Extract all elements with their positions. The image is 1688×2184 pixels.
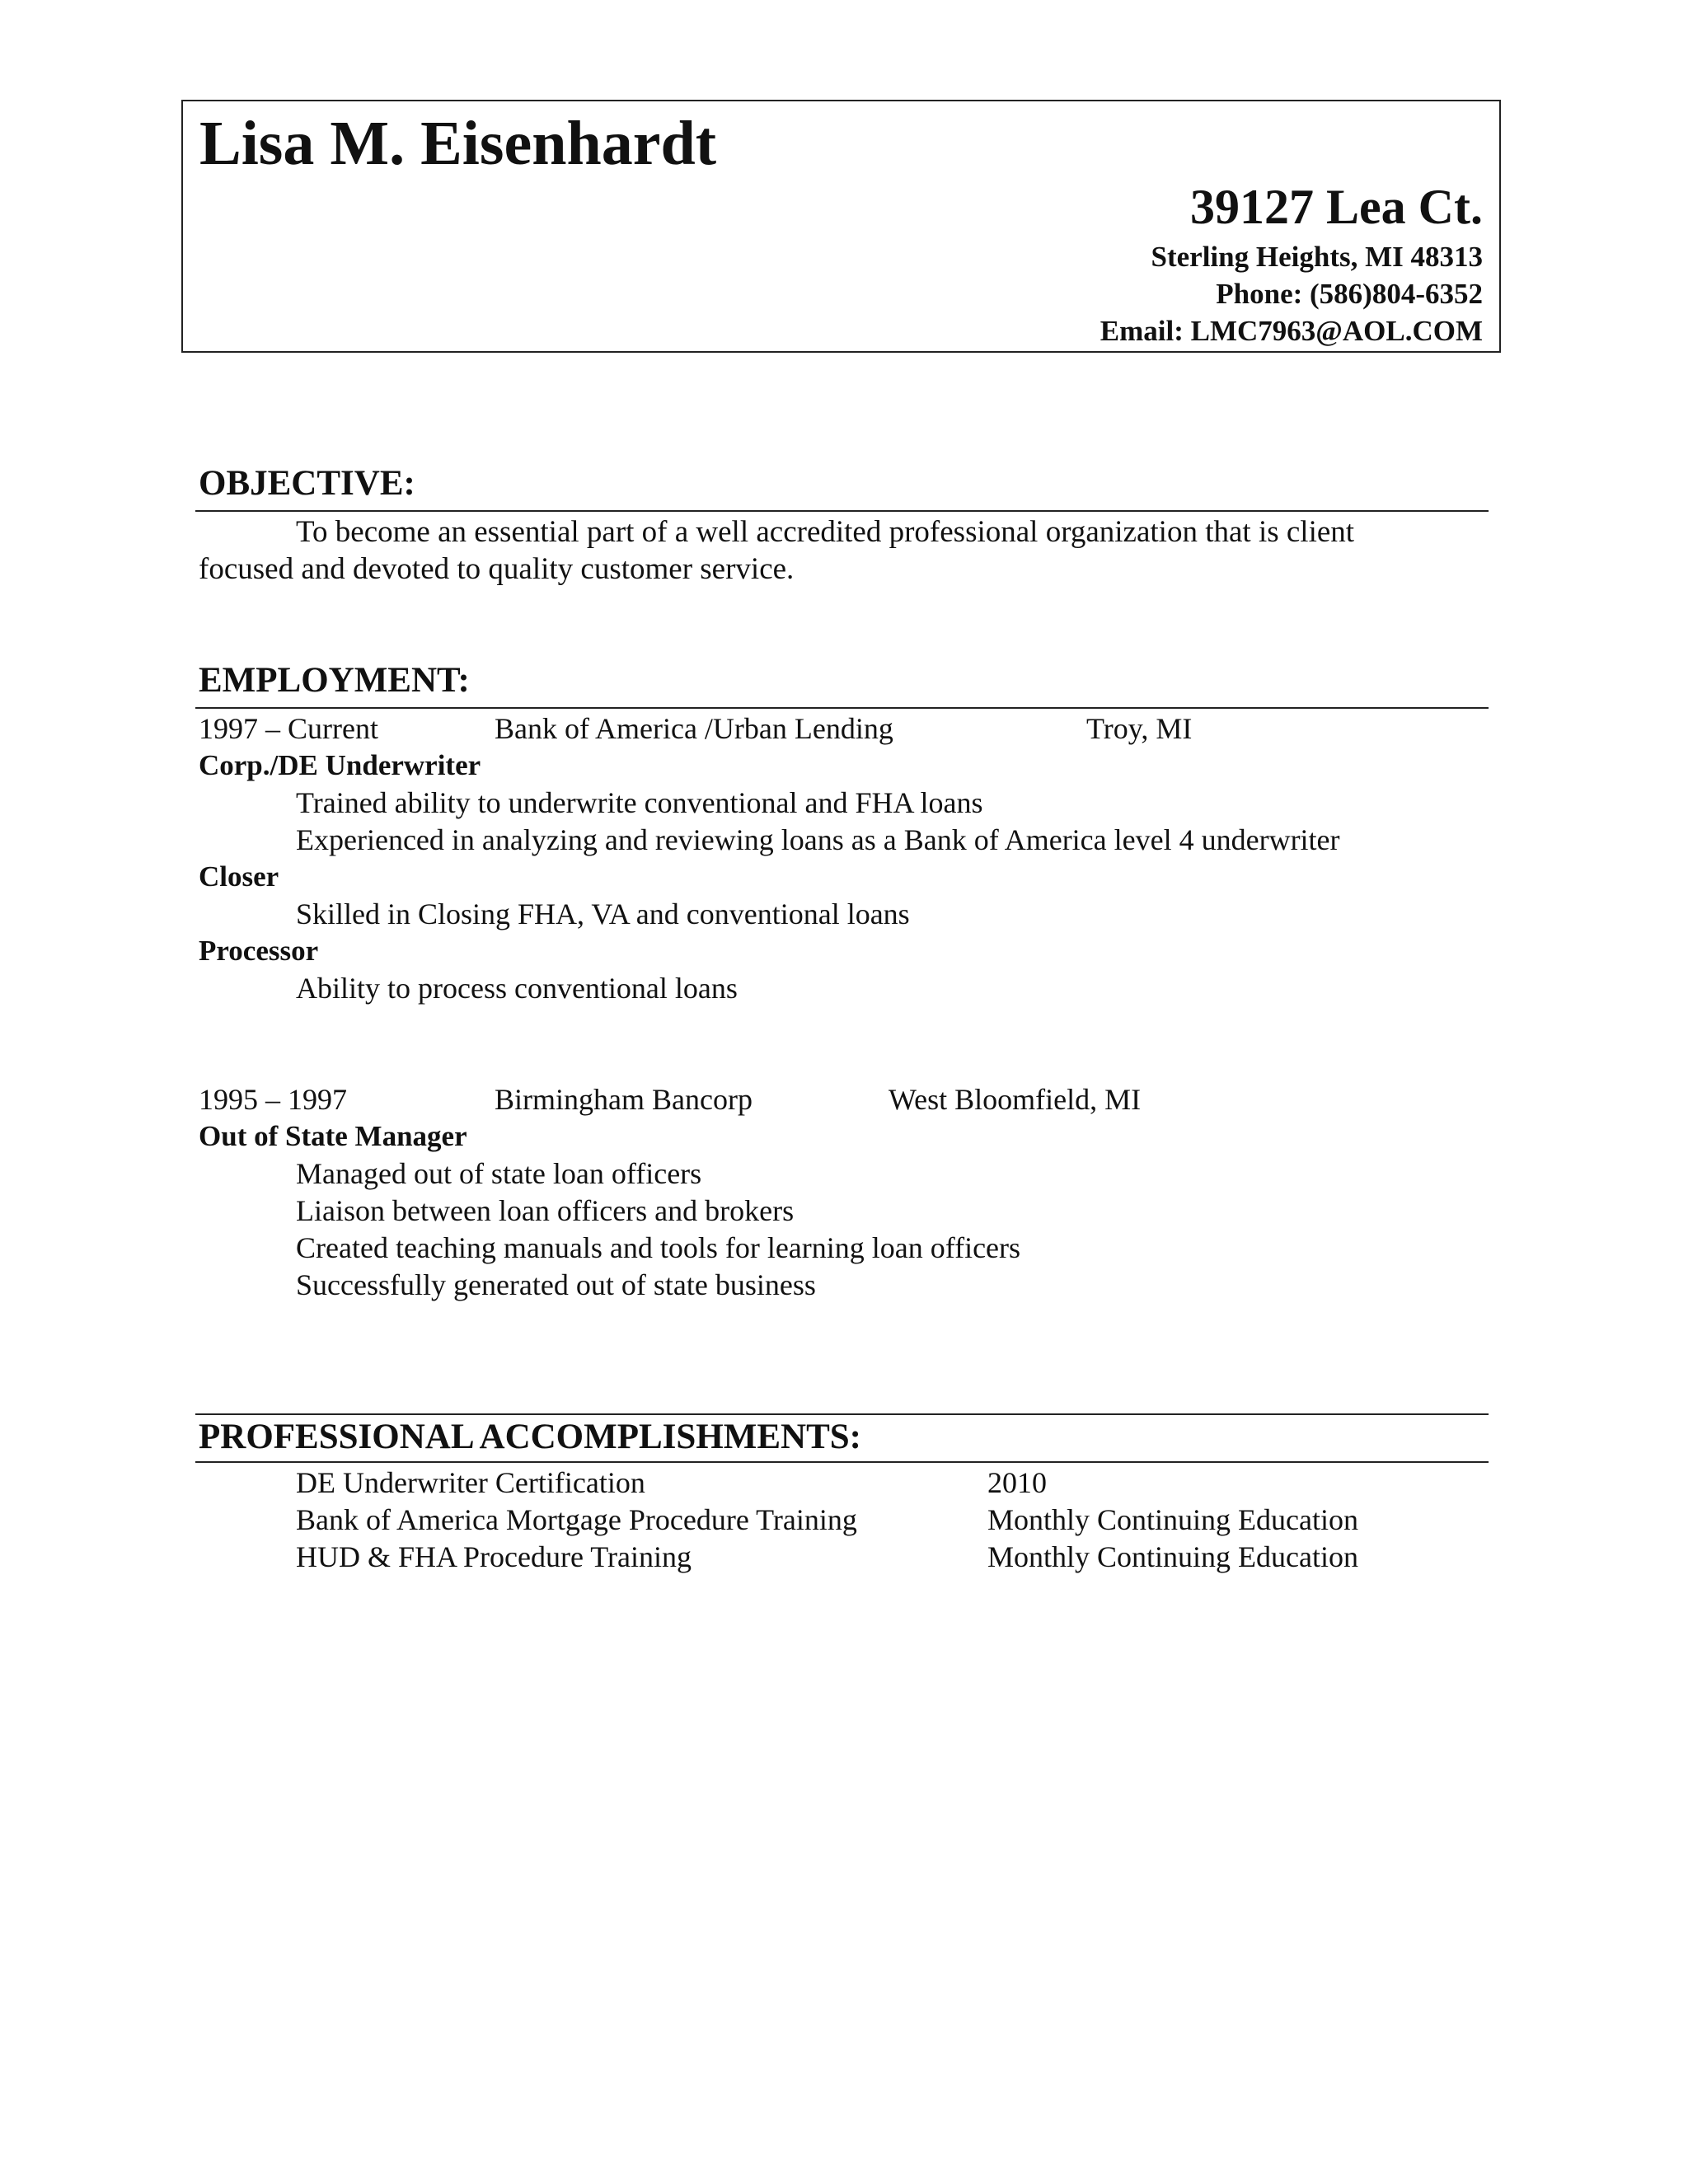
objective-line-1: To become an essential part of a well accredited professional organization that is client — [296, 515, 1355, 549]
role-duty: Skilled in Closing FHA, VA and conventional loans — [296, 898, 910, 930]
accomplishment-name: HUD & FHA Procedure Training — [296, 1540, 692, 1573]
accomplishment-detail: Monthly Continuing Education — [987, 1503, 1358, 1536]
role-duty: Ability to process conventional loans — [296, 972, 738, 1005]
role-duty: Trained ability to underwrite conventional and FHA loans — [296, 786, 983, 819]
role-duty: Experienced in analyzing and reviewing loans as a Bank of America level 4 underwriter — [296, 823, 1340, 856]
objective-heading: OBJECTIVE: — [199, 464, 415, 503]
accomplishment-name: DE Underwriter Certification — [296, 1466, 645, 1499]
job-dates: 1997 – Current — [199, 712, 378, 745]
job-company: Bank of America /Urban Lending — [495, 712, 893, 745]
city-state-zip: Sterling Heights, MI 48313 — [1151, 241, 1483, 273]
role-duty: Created teaching manuals and tools for learning loan officers — [296, 1231, 1021, 1264]
employment-rule — [195, 707, 1489, 709]
role-title: Closer — [199, 860, 279, 893]
accomplishments-rule — [195, 1461, 1489, 1463]
role-title: Corp./DE Underwriter — [199, 749, 481, 781]
role-title: Processor — [199, 935, 319, 967]
employment-heading: EMPLOYMENT: — [199, 661, 470, 700]
job-company: Birmingham Bancorp — [495, 1083, 753, 1116]
header-box — [181, 100, 1501, 353]
street-address: 39127 Lea Ct. — [1190, 180, 1483, 234]
role-duty: Managed out of state loan officers — [296, 1157, 702, 1190]
job-dates: 1995 – 1997 — [199, 1083, 347, 1116]
job-location: Troy, MI — [1086, 712, 1193, 745]
applicant-name: Lisa M. Eisenhardt — [199, 109, 717, 178]
role-title: Out of State Manager — [199, 1120, 467, 1152]
accomplishments-heading: PROFESSIONAL ACCOMPLISHMENTS: — [199, 1418, 861, 1456]
accomplishment-detail: 2010 — [987, 1466, 1047, 1499]
job-location: West Bloomfield, MI — [889, 1083, 1142, 1116]
role-duty: Liaison between loan officers and brokers — [296, 1194, 795, 1227]
accomplishment-name: Bank of America Mortgage Procedure Training — [296, 1503, 857, 1536]
objective-rule — [195, 510, 1489, 512]
accomplishments-top-rule — [195, 1413, 1489, 1415]
phone-number: Phone: (586)804-6352 — [1216, 278, 1483, 310]
objective-line-2: focused and devoted to quality customer service. — [199, 552, 795, 586]
role-duty: Successfully generated out of state business — [296, 1268, 816, 1301]
accomplishment-detail: Monthly Continuing Education — [987, 1540, 1358, 1573]
email-address: Email: LMC7963@AOL.COM — [1100, 315, 1483, 347]
